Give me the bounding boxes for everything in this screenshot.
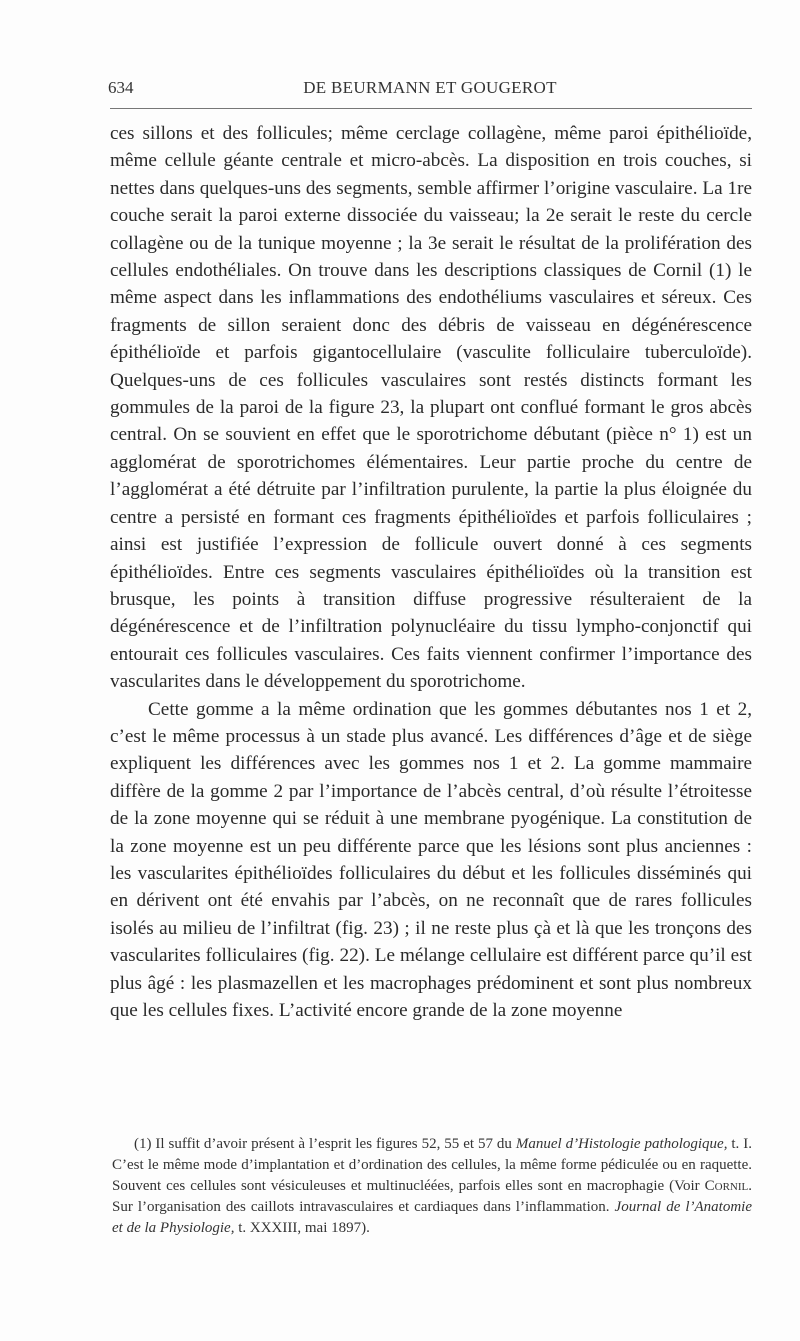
header-rule — [110, 108, 752, 109]
footnote-text: t. XXXIII, mai 1897). — [238, 1220, 370, 1236]
footnote-title: Manuel d’Histologie pathologique, — [515, 1136, 728, 1152]
paragraph: Cette gomme a la même ordination que les gommes débutantes nos 1 et 2, c’est le même processus à un stade plus avancé. Les différences d’âge et de siège expliquent les différences avec les gommes nos 1 et 2. La gomme mammaire diffère de la gomme 2 par l’importance de l’abcès central, d’où résulte l’étroitesse de la zone moyenne qui se réduit à une membrane pyogénique. La constitution de la zone moyenne est un peu différente parce que les lésions sont plus anciennes : les vascularites épithélioïdes folliculaires du début et les follicules disséminés qui en dérivent ont été envahis par l’abcès, on ne reconnaît que de rares follicules isolés au milieu de l’infiltrat (fig. 23) ; il ne reste plus çà et là que les tronçons des vascularites folliculaires (fig. 22). Le mélange cellulaire est différent parce qu’il est plus âgé : les plasmazellen et les macrophages prédominent et sont plus nombreux que les cellules fixes. L’activité encore grande de la zone moyenne — [110, 698, 752, 1021]
body-text — [110, 120, 752, 1024]
footnote — [112, 1134, 752, 1239]
footnote-journal: Journal de l’Anatomie et de la Physiologie, — [112, 1199, 753, 1236]
footnote-text: . Sur l’organisation des caillots intravasculaires et cardiaques dans l’inflammation. — [112, 1178, 752, 1215]
footnote-author: Cornil — [704, 1178, 749, 1194]
paragraph: ces sillons et des follicules; même cerclage collagène, même paroi épithélioïde, même cellule géante centrale et micro-abcès. La disposition en trois couches, si nettes dans quelques-uns des segments, semble affirmer l’origine vasculaire. La 1re couche serait la paroi externe dissociée du vaisseau; la 2e serait le reste du cercle collagène ou de la tunique moyenne ; la 3e serait le résultat de la prolifération des cellules endothéliales. On trouve dans les descriptions classiques de Cornil (1) le même aspect dans les inflammations des endothéliums vasculaires et séreux. Ces fragments de sillon seraient donc des débris de vaisseau en dégénérescence épithélioïde et parfois gigantocellulaire (vasculite folliculaire tuberculoïde). Quelques-uns de ces follicules vasculaires sont restés distincts formant les gommules de la paroi de la figure 23, la plupart ont conflué formant le gros abcès central. On se souvient en effet que le sporotrichome débutant (pièce n° 1) est un agglomérat de sporotrichomes élémentaires. Leur partie proche du centre de l’agglomérat a été détruite par l’infiltration purulente, la partie la plus éloignée du centre a persisté en formant ces fragments épithélioïdes et parfois folliculaires ; ainsi est justifiée l’expression de follicule ouvert donné à ces segments épithélioïdes. Entre ces segments vasculaires épithélioïdes où la transition est brusque, les points à transition diffuse progressive résulteraient de la dégénérescence et de l’infiltration polynucléaire du tissu lympho-conjonctif qui entourait ces follicules vasculaires. Ces faits viennent confirmer l’importance des vascularites dans le développement du sporotrichome. — [110, 123, 752, 693]
footnote-text: (1) Il suffit d’avoir présent à l’esprit les figures 52, 55 et 57 du — [134, 1136, 512, 1152]
page-number: 634 — [108, 78, 134, 97]
running-title: DE BEURMANN ET GOUGEROT — [303, 78, 557, 97]
running-head — [108, 78, 752, 100]
footnote-text: t. I. C’est le même mode d’implantation et d’ordination des cellules, la même forme pédiculée ou en raquette. Souvent ces cellules sont vésiculeuses et multinucléées, parfois elles sont en macrophagie (Voir — [112, 1136, 752, 1194]
